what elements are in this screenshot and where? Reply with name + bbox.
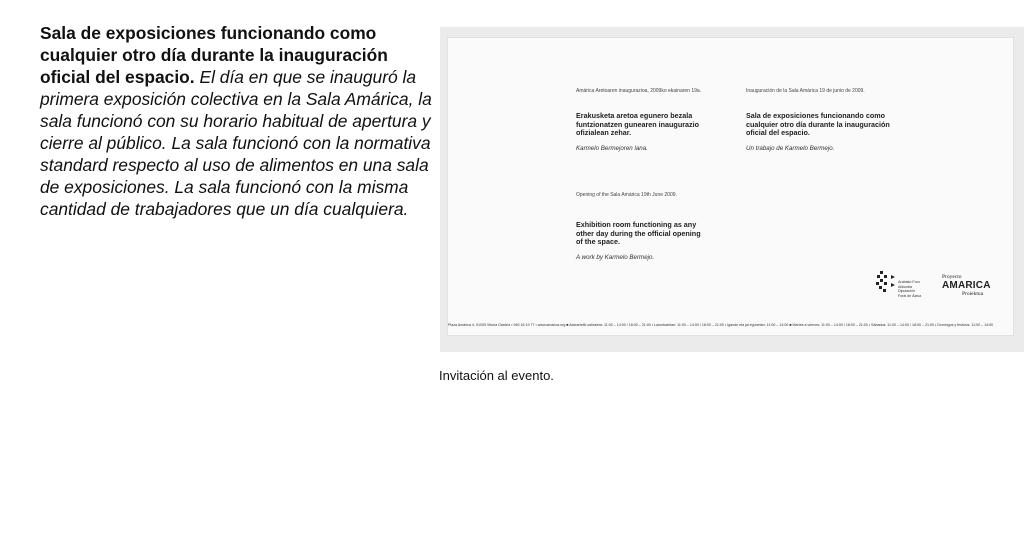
description-body: El día en que se inauguró la primera exposición colectiva en la Sala Amárica, la sala funcionó con su horario habitual de apertura y cierre al público. La sala funcionó con la normativa standard respecto al uso de alimentos en una sala de exposiciones. La sala funcionó con la misma cantidad de trabajadores que un día cualquiera. — [40, 67, 432, 219]
spanish-heading: Sala de exposiciones funcionando como cualquier otro día durante la inauguración oficial del espacio. — [746, 111, 890, 137]
basque-column — [576, 88, 726, 153]
basque-heading: Erakusketa aretoa egunero bezala funtzionatzen gunearen inaugurazio ofizialean zehar. — [576, 111, 699, 137]
sponsor-logos — [876, 271, 1016, 311]
description-title: Sala de exposiciones funcionando como cualquier otro día durante la inauguración oficial del espacio. — [40, 23, 388, 87]
invitation-footer: Plaza Amárica 4, 01005 Vitoria Gasteiz • 945 18 19 77 • www.amarica.org ■ Asteartetik ostiralera: 11:00 – 14:00 / 18:00 – 21:00 • Larunbatetan: 11:00 – 14:00 / 18:00 – 21:00 • Igande eta jai egunetan: 11:00 – 14:00 ■ Martes a viernes: 11:00 – 14:00 / 18:00 – 21:00 • Sábados: 11:00 – 14:00 / 18:00 – 21:00 • Domingos y festivos: 11:00 – 14:00 — [448, 323, 994, 327]
basque-date-line: Amárica Aretoaren inaugurazioa, 2009ko ekainaren 19a. — [576, 88, 702, 94]
spanish-date-line: Inauguración de la Sala Amárica 19 de junio de 2009. — [746, 88, 865, 94]
invitation-card — [448, 38, 1013, 335]
alava-shield-icon — [876, 271, 898, 293]
basque-credit: Karmelo Bermejoren lana. — [576, 144, 648, 152]
alava-text: Arabako Foru Aldundia Diputación Foral de Álava — [898, 280, 922, 298]
english-column — [576, 192, 726, 262]
invitation-image — [440, 27, 1024, 352]
proiektua-label: Proiektua — [962, 291, 984, 297]
english-credit: A work by Karmelo Bermejo. — [576, 253, 655, 261]
english-heading: Exhibition room functioning as any other day during the official opening of the space. — [576, 220, 701, 246]
english-date-line: Opening of the Sala Amárica 19th June 2009. — [576, 192, 677, 198]
proyecto-label: Proyecto — [942, 274, 962, 280]
work-description — [40, 22, 436, 220]
spanish-credit: Un trabajo de Karmelo Bermejo. — [746, 144, 835, 152]
amarica-logo: AMARICA — [942, 280, 991, 291]
image-caption: Invitación al evento. — [439, 368, 554, 383]
spanish-column — [746, 88, 896, 153]
